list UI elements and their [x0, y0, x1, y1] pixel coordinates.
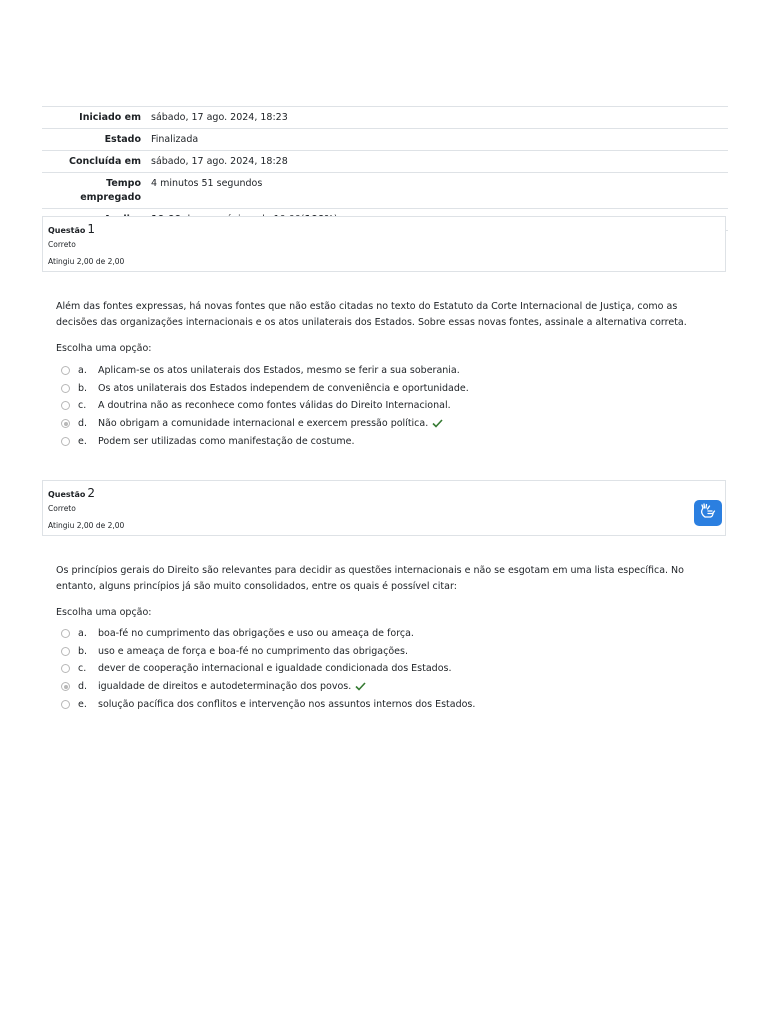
summary-label: Tempo empregado	[42, 173, 146, 209]
summary-value: sábado, 17 ago. 2024, 18:23	[146, 107, 728, 129]
radio-button-selected[interactable]	[61, 419, 70, 428]
question-number	[48, 486, 95, 502]
option-letter: b.	[78, 382, 88, 394]
radio-button[interactable]	[61, 401, 70, 410]
question-number-value: 2	[87, 486, 96, 500]
attempt-summary-table	[42, 106, 728, 231]
option-letter: c.	[78, 663, 87, 675]
summary-label: Concluída em	[42, 151, 146, 173]
sign-language-hand-icon	[699, 503, 717, 523]
radio-button[interactable]	[61, 664, 70, 673]
answer-prompt: Escolha uma opção:	[56, 343, 152, 354]
question-label: Questão	[48, 490, 86, 499]
option-text: Não obrigam a comunidade internacional e exercem pressão política.	[98, 418, 429, 430]
answer-option[interactable]	[61, 643, 701, 661]
answer-option[interactable]	[61, 625, 701, 643]
summary-row-started	[42, 107, 728, 129]
radio-button[interactable]	[61, 629, 70, 638]
option-text: A doutrina não as reconhece como fontes válidas do Direito Internacional.	[98, 400, 451, 412]
answer-option[interactable]	[61, 695, 701, 713]
answer-options	[61, 362, 701, 450]
question-label: Questão	[48, 226, 86, 235]
option-text: Podem ser utilizadas como manifestação de costume.	[98, 435, 355, 447]
answer-option[interactable]	[61, 380, 701, 398]
question-state: Correto	[48, 504, 76, 513]
answer-option-selected[interactable]	[61, 678, 701, 696]
option-letter: e.	[78, 435, 87, 447]
summary-value: sábado, 17 ago. 2024, 18:28	[146, 151, 728, 173]
summary-value: 4 minutos 51 segundos	[146, 173, 728, 209]
summary-label: Iniciado em	[42, 107, 146, 129]
question-info-2	[42, 480, 726, 536]
answer-prompt: Escolha uma opção:	[56, 607, 152, 618]
option-letter: a.	[78, 365, 87, 377]
option-text: boa-fé no cumprimento das obrigações e uso ou ameaça de força.	[98, 628, 414, 640]
option-letter: e.	[78, 698, 87, 710]
answer-option[interactable]	[61, 660, 701, 678]
question-text: Além das fontes expressas, há novas fontes que não estão citadas no texto do Estatuto da Corte Internacional de Justiça, como as decisões das organizações internacionais e os atos unilaterais dos Estados. Sobre essas novas fontes, assinale a alternativa correta.	[56, 301, 687, 328]
option-text: Aplicam-se os atos unilaterais dos Estados, mesmo se ferir a sua soberania.	[98, 365, 460, 377]
summary-value: Finalizada	[146, 129, 728, 151]
option-letter: d.	[78, 418, 88, 430]
summary-row-completed	[42, 151, 728, 173]
option-letter: d.	[78, 681, 88, 693]
answer-option[interactable]	[61, 362, 701, 380]
check-icon	[432, 419, 443, 428]
question-grade: Atingiu 2,00 de 2,00	[48, 521, 125, 530]
answer-options	[61, 625, 701, 713]
option-text: uso e ameaça de força e boa-fé no cumprimento das obrigações.	[98, 645, 408, 657]
question-text: Os princípios gerais do Direito são relevantes para decidir as questões internacionais e não se esgotam em uma lista específica. No entanto, alguns princípios já são muito consolidados, entre os quais é possível citar:	[56, 565, 684, 592]
radio-button[interactable]	[61, 437, 70, 446]
option-text: dever de cooperação internacional e igualdade condicionada dos Estados.	[98, 663, 452, 675]
question-grade: Atingiu 2,00 de 2,00	[48, 257, 125, 266]
option-letter: c.	[78, 400, 87, 412]
summary-row-time	[42, 173, 728, 209]
check-icon	[355, 682, 366, 691]
answer-option[interactable]	[61, 397, 701, 415]
answer-option[interactable]	[61, 432, 701, 450]
radio-button[interactable]	[61, 647, 70, 656]
question-number-value: 1	[87, 222, 96, 236]
radio-button[interactable]	[61, 384, 70, 393]
summary-label: Estado	[42, 129, 146, 151]
option-text: solução pacífica dos conflitos e intervenção nos assuntos internos dos Estados.	[98, 698, 476, 710]
question-info-1	[42, 216, 726, 272]
accessibility-button[interactable]	[694, 500, 722, 526]
radio-button[interactable]	[61, 366, 70, 375]
question-number	[48, 222, 95, 238]
option-letter: b.	[78, 645, 88, 657]
option-text: Os atos unilaterais dos Estados independem de conveniência e oportunidade.	[98, 382, 469, 394]
option-text: igualdade de direitos e autodeterminação dos povos.	[98, 681, 352, 693]
radio-button[interactable]	[61, 700, 70, 709]
question-state: Correto	[48, 240, 76, 249]
radio-button-selected[interactable]	[61, 682, 70, 691]
answer-option-selected[interactable]	[61, 415, 701, 433]
option-letter: a.	[78, 628, 87, 640]
summary-row-state	[42, 129, 728, 151]
